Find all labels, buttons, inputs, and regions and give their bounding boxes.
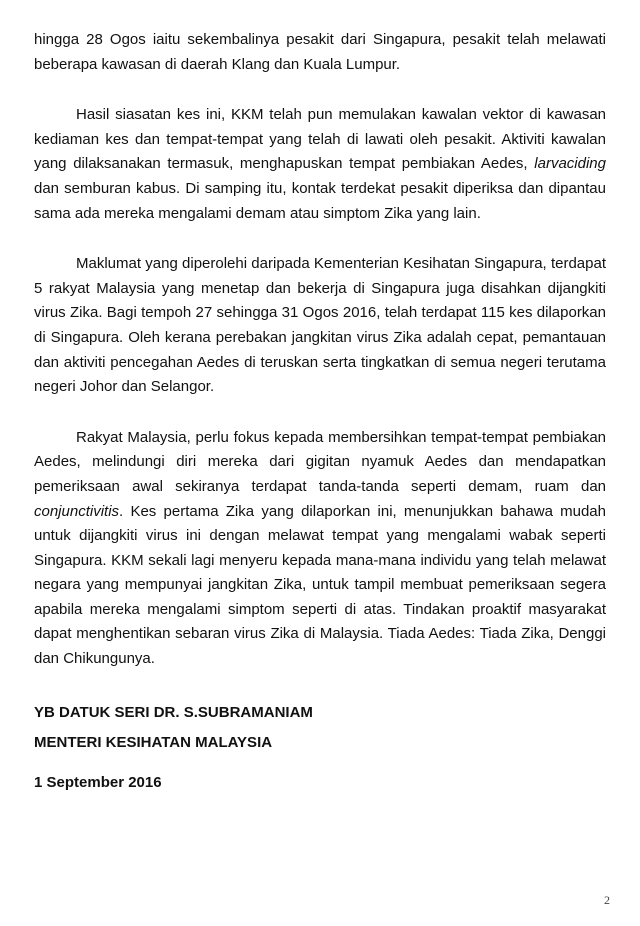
paragraph-4-text-a: Rakyat Malaysia, perlu fokus kepada membersihkan tempat-tempat pembiakan Aedes, melindungi diri mereka dari gigitan nyamuk Aedes dan mendapatkan pemeriksaan awal sekiranya terdapat tanda-tanda seperti demam, ruam dan: [34, 428, 606, 495]
paragraph-2-text-b: dan semburan kabus. Di samping itu, kontak terdekat pesakit diperiksa dan dipantau sama ada mereka mengalami demam atau simptom Zika yang lain.: [34, 179, 606, 222]
paragraph-1-text: hingga 28 Ogos iaitu sekembalinya pesakit dari Singapura, pesakit telah melawati beberapa kawasan di daerah Klang dan Kuala Lumpur.: [34, 31, 606, 73]
signatory-title: MENTERI KESIHATAN MALAYSIA: [34, 733, 273, 751]
paragraph-4-italic-term: conjunctivitis: [34, 502, 120, 520]
paragraph-3-text: Maklumat yang diperolehi daripada Kementerian Kesihatan Singapura, terdapat 5 rakyat Malaysia yang menetap dan bekerja di Singapura juga disahkan dijangkiti virus Zika. Bagi tempoh 27 sehingga 31 Ogos 2016, telah terdapat 115 kes dilaporkan di Singapura. Oleh kerana perebakan jangkitan virus Zika adalah cepat, pemantauan dan aktiviti pencegahan Aedes di teruskan serta tingkatkan di semua negeri terutama negeri Johor dan Selangor.: [34, 255, 606, 396]
page-number: 2: [604, 893, 610, 907]
paragraph-4: [34, 426, 606, 672]
paragraph-3: [34, 252, 606, 400]
paragraph-4-text-b: . Kes pertama Zika yang dilaporkan ini, menunjukkan bahawa mudah untuk dijangkiti virus ini dengan melawat tempat yang mengalami wabak seperti Singapura. KKM sekali lagi menyeru kepada mana-mana individu yang telah melawat negara yang mempunyai jangkitan Zika, untuk tampil membuat pemeriksaan segera apabila mereka mengalami simptom seperti di atas. Tindakan proaktif masyarakat dapat menghentikan sebaran virus Zika di Malaysia. Tiada Aedes: Tiada Zika, Denggi dan Chikungunya.: [34, 502, 606, 668]
paragraph-2: [34, 103, 606, 226]
paragraph-2-text-a: Hasil siasatan kes ini, KKM telah pun memulakan kawalan vektor di kawasan kediaman kes dan tempat-tempat yang telah di lawati oleh pesakit. Aktiviti kawalan yang dilaksanakan termasuk, menghapuskan tempat pembiakan Aedes,: [34, 106, 606, 173]
signatory-name: YB DATUK SERI DR. S.SUBRAMANIAM: [34, 703, 313, 721]
document-body: [34, 28, 606, 798]
paragraph-1: [34, 28, 606, 77]
paragraph-2-italic-term: larvaciding: [534, 155, 606, 173]
signature-block: [34, 698, 606, 798]
document-date: 1 September 2016: [34, 773, 162, 791]
